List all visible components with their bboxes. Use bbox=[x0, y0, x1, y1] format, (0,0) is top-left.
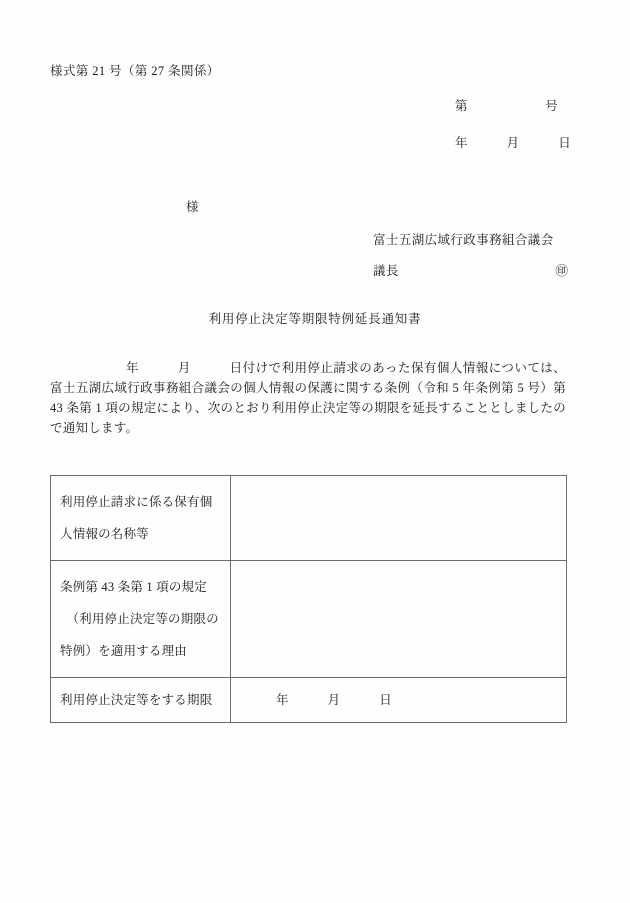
sender-organization: 富士五湖広域行政事務組合議会 bbox=[373, 233, 554, 247]
reference-block bbox=[455, 100, 585, 173]
table-row-label-cell bbox=[51, 476, 231, 561]
row-value-text bbox=[231, 561, 566, 677]
label-line: 利用停止決定等をする期限 bbox=[60, 693, 213, 707]
table-row-label-cell bbox=[51, 678, 231, 723]
row-label-text bbox=[51, 476, 230, 560]
label-line: 人情報の名称等 bbox=[60, 527, 149, 541]
form-number: 様式第 21 号（第 27 条関係） bbox=[50, 64, 220, 78]
table-row-value-cell[interactable] bbox=[231, 561, 567, 678]
row-label-text bbox=[51, 561, 230, 677]
body-paragraph: 年 月 日付けで利用停止請求のあった保有個人情報については、富士五湖広域行政事務組合議会の個人情報の保護に関する条例（令和 5 年条例第 5 号）第 43 条第 1 項の規定により、次のとおり利用停止決定等の期限を延長することとしましたので通知します。 bbox=[50, 361, 566, 435]
label-line: 利用停止請求に係る保有個 bbox=[60, 495, 213, 509]
table-row bbox=[51, 476, 567, 561]
sender-title-row bbox=[373, 265, 568, 278]
label-line: 条例第 43 条第 1 項の規定 bbox=[60, 580, 207, 594]
table-row-value-cell[interactable] bbox=[231, 678, 567, 723]
reference-date-field: 年 月 日 bbox=[455, 135, 572, 150]
label-line: 特例）を適用する理由 bbox=[60, 644, 188, 658]
seal-icon: ㊞ bbox=[555, 264, 568, 278]
sender-title: 議長 bbox=[373, 264, 399, 278]
table-body bbox=[51, 476, 567, 723]
row-value-text bbox=[231, 476, 566, 560]
table-row-value-cell[interactable] bbox=[231, 476, 567, 561]
deadline-date-field: 年 月 日 bbox=[276, 693, 393, 707]
page-title: 利用停止決定等期限特例延長通知書 bbox=[208, 312, 422, 326]
information-table bbox=[50, 475, 567, 723]
addressee-honorific: 様 bbox=[186, 200, 199, 214]
table-row bbox=[51, 678, 567, 723]
row-label-text bbox=[51, 678, 230, 722]
table-row-label-cell bbox=[51, 561, 231, 678]
label-line: （利用停止決定等の期限の bbox=[60, 612, 219, 626]
table-row bbox=[51, 561, 567, 678]
reference-number-field: 第 号 bbox=[455, 99, 559, 113]
